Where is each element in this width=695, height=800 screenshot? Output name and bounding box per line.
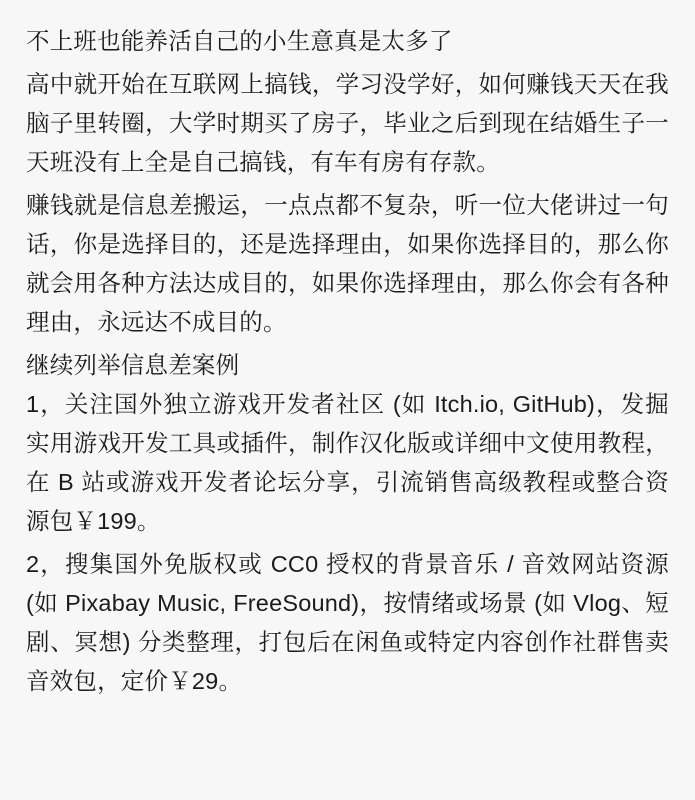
paragraph-intro: 高中就开始在互联网上搞钱，学习没学好，如何赚钱天天在我脑子里转圈，大学时期买了房子，毕业之后到现在结婚生子一天班没有上全是自己搞钱，有车有房有存款。 <box>26 71 669 175</box>
paragraph-philosophy: 赚钱就是信息差搬运，一点点都不复杂，听一位大佬讲过一句话，你是选择目的，还是选择理由，如果你选择目的，那么你就会用各种方法达成目的，如果你选择理由，那么你会有各种理由，永远达不成目的。 <box>26 192 669 335</box>
paragraph-case-2: 2，搜集国外免版权或 CC0 授权的背景音乐 / 音效网站资源 (如 Pixabay Music, FreeSound)，按情绪或场景 (如 Vlog、短剧、冥想) 分类整理，打包后在闲鱼或特定内容创作社群售卖音效包，定价￥29。 <box>26 551 676 694</box>
paragraph-title: 不上班也能养活自己的小生意真是太多了 <box>26 28 453 54</box>
paragraph-section-heading: 继续列举信息差案例 <box>26 352 240 378</box>
paragraph-case-1: 1，关注国外独立游戏开发者社区 (如 Itch.io, GitHub)，发掘实用游戏开发工具或插件，制作汉化版或详细中文使用教程，在 B 站或游戏开发者论坛分享，引流销售高级教程或整合资源包￥199。 <box>26 391 669 534</box>
